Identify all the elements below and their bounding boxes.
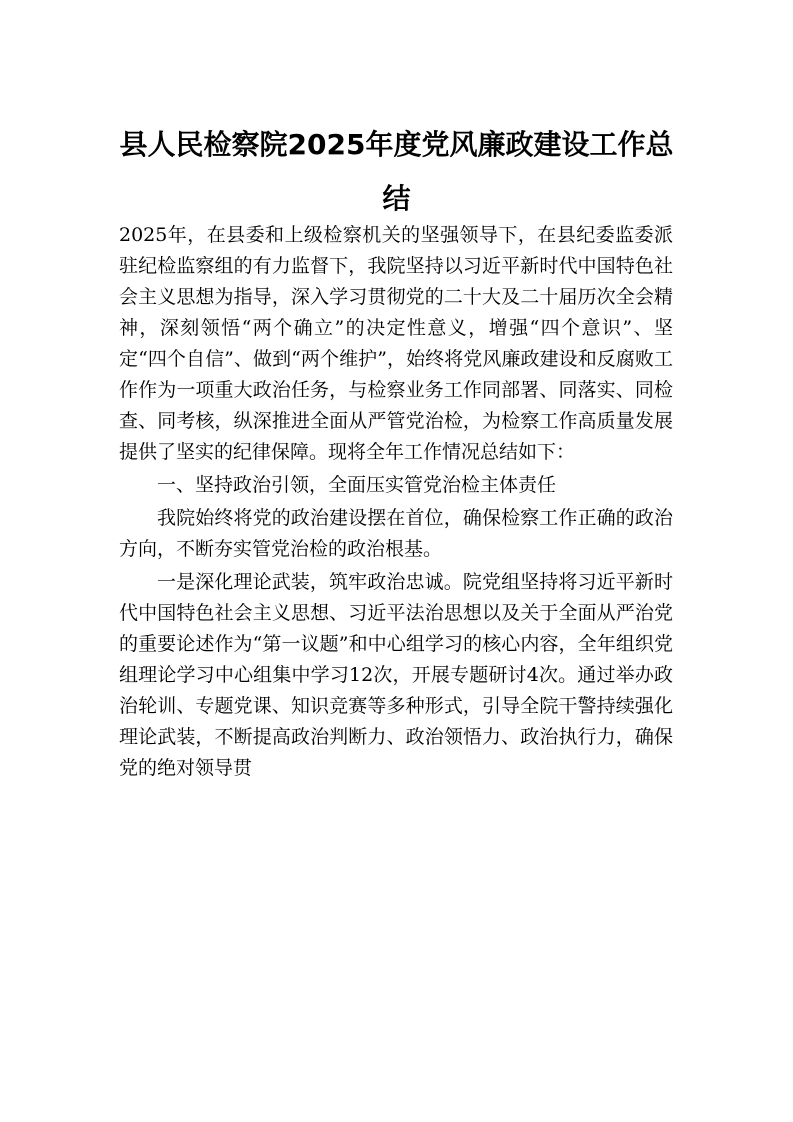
document-title: 县人民检察院2025年度党风廉政建设工作总结 — [119, 128, 674, 215]
section-paragraph: 我院始终将党的政治建设摆在首位，确保检察工作正确的政治方向，不断夯实管党治检的政治根基。 — [119, 507, 673, 560]
section-paragraph: 一是深化理论武装，筑牢政治忠诚。院党组坚持将习近平新时代中国特色社会主义思想、习近平法治思想以及关于全面从严治党的重要论述作为“第一议题”和中心组学习的核心内容，全年组织党组理论学习中心组集中学习12次，开展专题研讨4次。通过举办政治轮训、专题党课、知识竞赛等多种形式，引导全院干警持续强化理论武装，不断提高政治判断力、政治领悟力、政治执行力，确保党的绝对领导贯 — [119, 571, 673, 779]
document-body — [119, 220, 673, 784]
section-heading-1: 一、坚持政治引领，全面压实管党治检主体责任 — [157, 474, 557, 496]
intro-paragraph: 2025年，在县委和上级检察机关的坚强领导下，在县纪委监委派驻纪检监察组的有力监督下，我院坚持以习近平新时代中国特色社会主义思想为指导，深入学习贯彻党的二十大及二十届历次全会精神，深刻领悟“两个确立”的决定性意义，增强“四个意识”、坚定“四个自信”、做到“两个维护”，始终将党风廉政建设和反腐败工作作为一项重大政治任务，与检察业务工作同部署、同落实、同检查、同考核，纵深推进全面从严管党治检，为检察工作高质量发展提供了坚实的纪律保障。现将全年工作情况总结如下： — [119, 224, 673, 463]
